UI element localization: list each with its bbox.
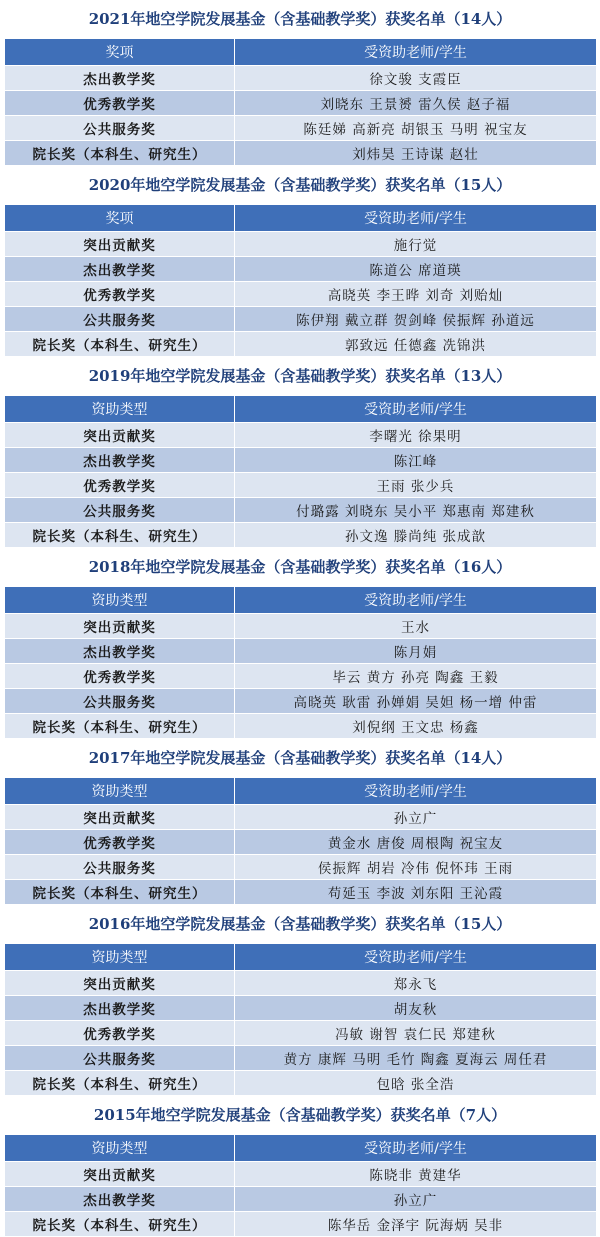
award-category: 公共服务奖	[5, 116, 235, 141]
award-section	[0, 905, 600, 1096]
award-table	[4, 395, 597, 548]
table-header-row	[5, 205, 597, 232]
table-row	[5, 282, 597, 307]
recipient-names: 包晗 张全浩	[235, 1071, 597, 1096]
award-category: 优秀教学奖	[5, 282, 235, 307]
table-header-row	[5, 1135, 597, 1162]
column-header-category: 奖项	[5, 205, 235, 232]
recipient-names: 苟延玉 李波 刘东阳 王沁霞	[235, 880, 597, 905]
table-row	[5, 332, 597, 357]
award-category: 院长奖（本科生、研究生）	[5, 1212, 235, 1237]
recipient-names: 李曙光 徐果明	[235, 423, 597, 448]
recipient-names: 孙文逸 滕尚纯 张成歆	[235, 523, 597, 548]
award-category: 突出贡献奖	[5, 1162, 235, 1187]
award-category: 优秀教学奖	[5, 830, 235, 855]
award-category: 院长奖（本科生、研究生）	[5, 523, 235, 548]
table-row	[5, 116, 597, 141]
table-row	[5, 141, 597, 166]
table-header-row	[5, 39, 597, 66]
recipient-names: 陈华岳 金泽宇 阮海炳 吴非	[235, 1212, 597, 1237]
award-category: 院长奖（本科生、研究生）	[5, 141, 235, 166]
award-category: 院长奖（本科生、研究生）	[5, 332, 235, 357]
award-section	[0, 548, 600, 739]
column-header-category: 资助类型	[5, 587, 235, 614]
recipient-names: 陈江峰	[235, 448, 597, 473]
table-row	[5, 1212, 597, 1237]
award-category: 优秀教学奖	[5, 91, 235, 116]
table-row	[5, 448, 597, 473]
column-header-recipients: 受资助老师/学生	[235, 944, 597, 971]
award-category: 院长奖（本科生、研究生）	[5, 1071, 235, 1096]
table-row	[5, 523, 597, 548]
recipient-names: 侯振辉 胡岩 冷伟 倪怀玮 王雨	[235, 855, 597, 880]
recipient-names: 高晓英 耿雷 孙婵娟 吴妲 杨一增 仲雷	[235, 689, 597, 714]
table-row	[5, 1021, 597, 1046]
table-row	[5, 664, 597, 689]
table-header-row	[5, 944, 597, 971]
award-category: 突出贡献奖	[5, 614, 235, 639]
table-row	[5, 1046, 597, 1071]
section-title: 2015年地空学院发展基金（含基础教学奖）获奖名单（7人）	[93, 1106, 507, 1124]
table-row	[5, 880, 597, 905]
section-title: 2017年地空学院发展基金（含基础教学奖）获奖名单（14人）	[88, 749, 512, 767]
table-row	[5, 473, 597, 498]
award-category: 公共服务奖	[5, 1046, 235, 1071]
award-category: 杰出教学奖	[5, 448, 235, 473]
recipient-names: 王雨 张少兵	[235, 473, 597, 498]
recipient-names: 刘晓东 王景赟 雷久侯 赵子福	[235, 91, 597, 116]
recipient-names: 陈月娟	[235, 639, 597, 664]
table-row	[5, 232, 597, 257]
table-row	[5, 423, 597, 448]
table-row	[5, 805, 597, 830]
table-row	[5, 855, 597, 880]
table-row	[5, 639, 597, 664]
award-table	[4, 38, 597, 166]
column-header-category: 资助类型	[5, 1135, 235, 1162]
award-category: 院长奖（本科生、研究生）	[5, 880, 235, 905]
recipient-names: 陈伊翔 戴立群 贺剑峰 侯振辉 孙道远	[235, 307, 597, 332]
award-category: 优秀教学奖	[5, 473, 235, 498]
recipient-names: 徐文骏 支霞臣	[235, 66, 597, 91]
recipient-names: 付璐露 刘晓东 吴小平 郑惠南 郑建秋	[235, 498, 597, 523]
column-header-recipients: 受资助老师/学生	[235, 778, 597, 805]
table-row	[5, 307, 597, 332]
award-category: 公共服务奖	[5, 689, 235, 714]
award-table	[4, 204, 597, 357]
recipient-names: 黄金水 唐俊 周根陶 祝宝友	[235, 830, 597, 855]
award-category: 突出贡献奖	[5, 423, 235, 448]
award-table	[4, 777, 597, 905]
table-row	[5, 689, 597, 714]
section-title: 2016年地空学院发展基金（含基础教学奖）获奖名单（15人）	[88, 915, 512, 933]
award-section	[0, 357, 600, 548]
recipient-names: 刘倪纲 王文忠 杨鑫	[235, 714, 597, 739]
award-table	[4, 1134, 597, 1237]
table-row	[5, 1162, 597, 1187]
award-category: 突出贡献奖	[5, 232, 235, 257]
award-category: 突出贡献奖	[5, 805, 235, 830]
column-header-recipients: 受资助老师/学生	[235, 587, 597, 614]
award-table	[4, 586, 597, 739]
award-category: 杰出教学奖	[5, 66, 235, 91]
table-row	[5, 996, 597, 1021]
recipient-names: 高晓英 李王晔 刘奇 刘贻灿	[235, 282, 597, 307]
table-row	[5, 1187, 597, 1212]
award-category: 优秀教学奖	[5, 664, 235, 689]
award-category: 公共服务奖	[5, 307, 235, 332]
recipient-names: 胡友秋	[235, 996, 597, 1021]
recipient-names: 孙立广	[235, 1187, 597, 1212]
award-category: 公共服务奖	[5, 498, 235, 523]
section-title: 2019年地空学院发展基金（含基础教学奖）获奖名单（13人）	[88, 367, 512, 385]
table-row	[5, 91, 597, 116]
award-section	[0, 1096, 600, 1237]
table-header-row	[5, 778, 597, 805]
award-category: 突出贡献奖	[5, 971, 235, 996]
section-title: 2018年地空学院发展基金（含基础教学奖）获奖名单（16人）	[88, 558, 512, 576]
table-row	[5, 257, 597, 282]
award-category: 杰出教学奖	[5, 996, 235, 1021]
table-row	[5, 1071, 597, 1096]
award-category: 杰出教学奖	[5, 257, 235, 282]
table-row	[5, 66, 597, 91]
column-header-category: 资助类型	[5, 778, 235, 805]
award-category: 公共服务奖	[5, 855, 235, 880]
recipient-names: 王水	[235, 614, 597, 639]
recipient-names: 陈廷娣 高新亮 胡银玉 马明 祝宝友	[235, 116, 597, 141]
column-header-category: 资助类型	[5, 944, 235, 971]
recipient-names: 孙立广	[235, 805, 597, 830]
recipient-names: 陈晓非 黄建华	[235, 1162, 597, 1187]
award-table	[4, 943, 597, 1096]
section-title: 2021年地空学院发展基金（含基础教学奖）获奖名单（14人）	[88, 10, 512, 28]
table-header-row	[5, 587, 597, 614]
award-section	[0, 739, 600, 905]
section-title: 2020年地空学院发展基金（含基础教学奖）获奖名单（15人）	[88, 176, 512, 194]
recipient-names: 毕云 黄方 孙亮 陶鑫 王毅	[235, 664, 597, 689]
award-category: 院长奖（本科生、研究生）	[5, 714, 235, 739]
recipient-names: 刘炜昊 王诗谋 赵壮	[235, 141, 597, 166]
column-header-recipients: 受资助老师/学生	[235, 1135, 597, 1162]
award-section	[0, 0, 600, 166]
table-header-row	[5, 396, 597, 423]
recipient-names: 冯敏 谢智 袁仁民 郑建秋	[235, 1021, 597, 1046]
table-row	[5, 614, 597, 639]
column-header-recipients: 受资助老师/学生	[235, 205, 597, 232]
table-row	[5, 971, 597, 996]
award-section	[0, 166, 600, 357]
recipient-names: 郑永飞	[235, 971, 597, 996]
recipient-names: 黄方 康辉 马明 毛竹 陶鑫 夏海云 周任君	[235, 1046, 597, 1071]
column-header-recipients: 受资助老师/学生	[235, 39, 597, 66]
table-row	[5, 830, 597, 855]
column-header-category: 资助类型	[5, 396, 235, 423]
award-category: 优秀教学奖	[5, 1021, 235, 1046]
table-row	[5, 498, 597, 523]
column-header-recipients: 受资助老师/学生	[235, 396, 597, 423]
recipient-names: 陈道公 席道瑛	[235, 257, 597, 282]
column-header-category: 奖项	[5, 39, 235, 66]
award-category: 杰出教学奖	[5, 1187, 235, 1212]
recipient-names: 郭致远 任德鑫 冼锦洪	[235, 332, 597, 357]
table-row	[5, 714, 597, 739]
award-category: 杰出教学奖	[5, 639, 235, 664]
recipient-names: 施行觉	[235, 232, 597, 257]
